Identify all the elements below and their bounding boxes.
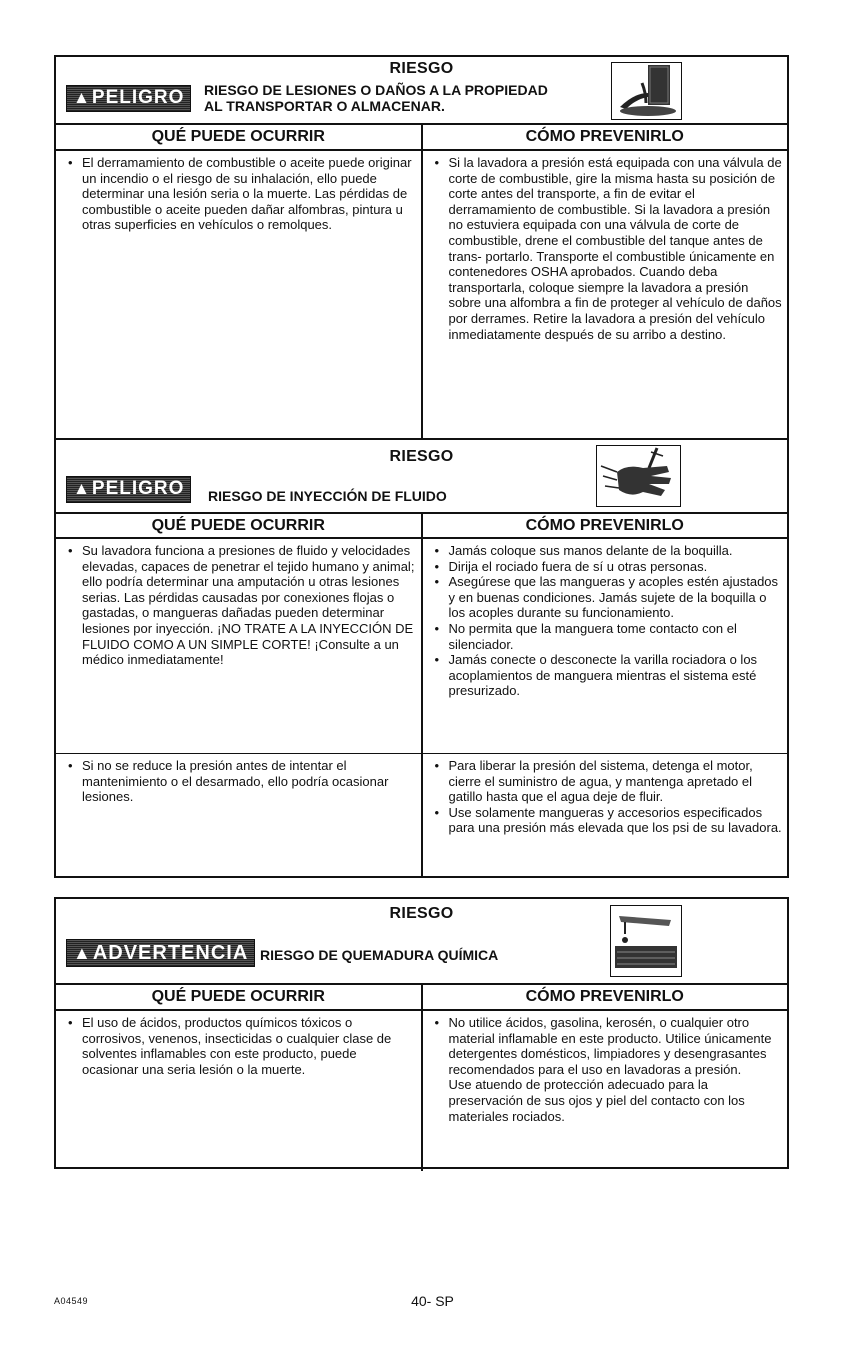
list-item: • Para liberar la presión del sistema, detenga el motor, cierre el suministro de agua, y mantenga apretado el gatillo hasta que el agua deje de fluir. bbox=[449, 758, 784, 805]
column-headings bbox=[56, 985, 787, 1011]
how-to-prevent-cell bbox=[423, 539, 788, 753]
list-item: • Su lavadora funciona a presiones de fluido y velocidades elevadas, capaces de penetrar el tejido humano y animal; ello podría determinar una amputación u otras lesiones serias. Las pérdidas causadas por conexiones flojas o gastadas, o mangueras dañadas pueden determinar lesiones por inyección. ¡NO TRATE A LA INYECCIÓN DE FLUIDO COMO A UN SIMPLE CORTE! ¡Consulte a un médico inmediatamente! bbox=[82, 543, 417, 668]
chemical-burn-icon bbox=[610, 905, 682, 977]
list-item: • Jamás coloque sus manos delante de la boquilla. bbox=[449, 543, 784, 559]
warning-badge: ▲ADVERTENCIA bbox=[66, 939, 255, 967]
how-to-prevent-cell bbox=[423, 1011, 788, 1171]
list-item: • No utilice ácidos, gasolina, kerosén, o cualquier otro material inflamable en este producto. Utilice únicamente detergentes domésticos, limpiadores y desengrasantes recomendados para el uso en lavadoras a presión. bbox=[449, 1015, 784, 1077]
warning-triangle-icon: ▲ bbox=[73, 479, 91, 498]
hazard-title: RIESGO bbox=[389, 905, 454, 922]
list-item: • Asegúrese que las mangueras y acoples estén ajustados y en buenas condiciones. Jamás sujete de la boquilla o los acoples durante su funcionamiento. bbox=[449, 574, 784, 621]
page-number: 40- SP bbox=[411, 1293, 454, 1309]
what-can-happen-cell bbox=[56, 151, 423, 455]
what-can-happen-cell bbox=[56, 1011, 423, 1171]
hazard-title: RIESGO bbox=[389, 60, 454, 77]
list-item: • No permita que la manguera tome contacto con el silenciador. bbox=[449, 621, 784, 652]
hazard-subtitle: RIESGO DE INYECCIÓN DE FLUIDO bbox=[208, 488, 447, 504]
hazard-box-transport bbox=[54, 55, 789, 453]
hazard-header bbox=[56, 899, 787, 985]
what-can-happen-heading: QUÉ PUEDE OCURRIR bbox=[56, 985, 423, 1009]
hazard-subtitle: RIESGO DE LESIONES O DAÑOS A LA PROPIEDAD AL TRANSPORTAR O ALMACENAR. bbox=[204, 82, 548, 114]
hazard-row bbox=[56, 539, 787, 753]
fluid-injection-hand-icon bbox=[596, 445, 681, 507]
what-can-happen-heading: QUÉ PUEDE OCURRIR bbox=[56, 514, 423, 537]
warning-triangle-icon: ▲ bbox=[73, 88, 91, 107]
hazard-row bbox=[56, 1011, 787, 1171]
hazard-subtitle: RIESGO DE QUEMADURA QUÍMICA bbox=[260, 947, 499, 963]
list-item: • Use solamente mangueras y accesorios especificados para una presión más elevada que los psi de su lavadora. bbox=[449, 805, 784, 836]
how-to-prevent-heading: CÓMO PREVENIRLO bbox=[525, 517, 684, 534]
list-item: • Dirija el rociado fuera de sí u otras personas. bbox=[449, 559, 784, 575]
hazard-title: RIESGO bbox=[389, 448, 454, 465]
danger-badge: ▲PELIGRO bbox=[66, 85, 191, 112]
list-item: • Jamás conecte o desconecte la varilla rociadora o los acoplamientos de manguera mientras el sistema esté presurizado. bbox=[449, 652, 784, 699]
how-to-prevent-cell bbox=[423, 151, 788, 455]
list-item: • Si no se reduce la presión antes de intentar el mantenimiento o el desarmado, ello podría ocasionar lesiones. bbox=[82, 758, 417, 805]
list-item: • Si la lavadora a presión está equipada con una válvula de corte de combustible, gire la misma hasta su posición de corte antes del transporte, a fin de evitar el derramamiento de combustible. Si la lavadora a presión no estuviera equipada con una válvula de corte de combustible, drene el combustible del tanque antes de trans- portarlo. Transporte el combustible únicamente en contenedores OSHA aprobados. Cuando deba transportarla, coloque siempre la lavadora a presión sobre una alfombra a fin de proteger al vehículo de daños por derrames. Retire la lavadora a presión del vehículo inmediatamente después de su arribo a destino. bbox=[449, 155, 784, 342]
fuel-spill-icon bbox=[611, 62, 682, 120]
column-headings bbox=[56, 125, 787, 151]
how-to-prevent-cell bbox=[423, 754, 788, 878]
hazard-box-fluid-injection bbox=[54, 438, 789, 878]
hazard-header bbox=[56, 440, 787, 514]
column-headings bbox=[56, 514, 787, 539]
how-to-prevent-heading: CÓMO PREVENIRLO bbox=[525, 128, 684, 145]
what-can-happen-cell bbox=[56, 754, 423, 878]
hazard-box-chemical-burn bbox=[54, 897, 789, 1169]
hazard-header bbox=[56, 57, 787, 125]
what-can-happen-cell bbox=[56, 539, 423, 753]
list-item: • El derramamiento de combustible o aceite puede originar un incendio o el riesgo de su inhalación, ello puede determinar una lesión seria o la muerte. Las pérdidas de combustible o aceite pueden dañar alfombras, pintura u otras superficies en vehículos o remolques. bbox=[82, 155, 417, 233]
hazard-row bbox=[56, 151, 787, 455]
what-can-happen-heading: QUÉ PUEDE OCURRIR bbox=[56, 125, 423, 149]
danger-badge: ▲PELIGRO bbox=[66, 476, 191, 503]
list-item: • El uso de ácidos, productos químicos tóxicos o corrosivos, venenos, insecticidas o cualquier clase de solventes inflamables con este producto, puede ocasionar una seria lesión o la muerte. bbox=[82, 1015, 417, 1077]
warning-triangle-icon: ▲ bbox=[73, 943, 92, 963]
how-to-prevent-heading: CÓMO PREVENIRLO bbox=[525, 988, 684, 1005]
protection-note: Use atuendo de protección adecuado para la preservación de sus ojos y piel del contacto con los materiales rociados. bbox=[448, 1077, 745, 1124]
hazard-row bbox=[56, 753, 787, 878]
document-code: A04549 bbox=[54, 1296, 89, 1306]
